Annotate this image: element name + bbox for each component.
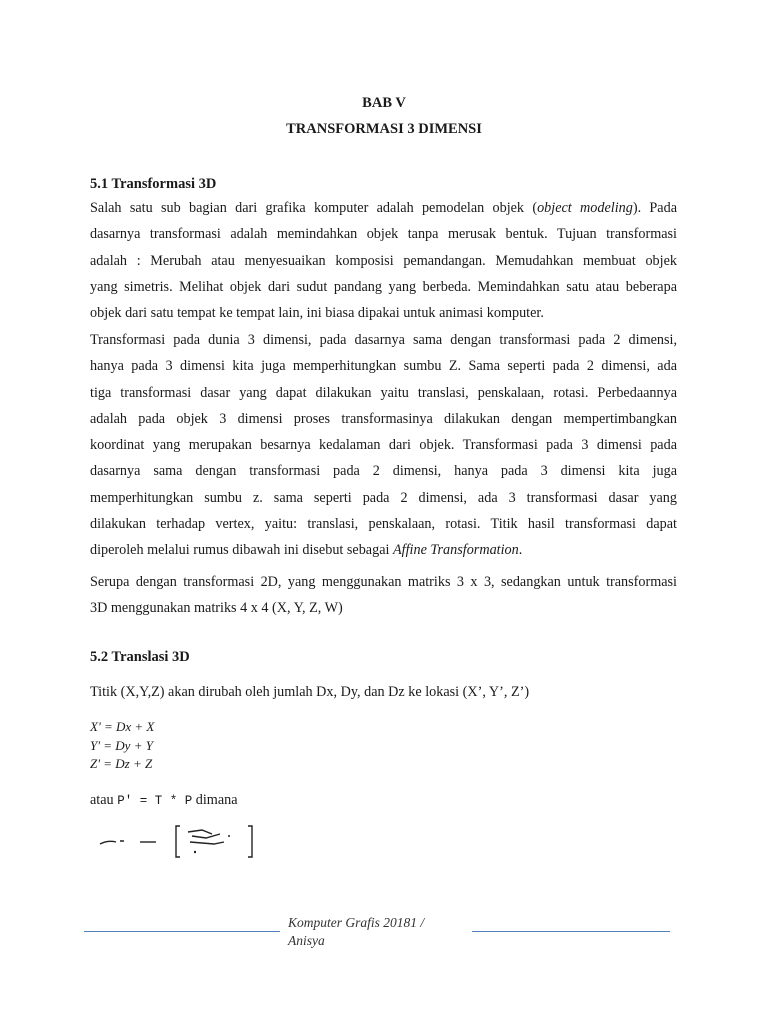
footer-line-1: Komputer Grafis 20181 /: [288, 915, 425, 930]
text-line: dasarnya transformasi adalah memindahkan objek tanpa merusak bentuk. Tujuan transformasi: [90, 226, 677, 243]
text-line: hanya pada 3 dimensi kita juga memperhitungkan sumbu Z. Sama seperti pada 2 dimensi, ada: [90, 358, 677, 375]
paragraph-matriks: [90, 569, 677, 622]
text-line: objek dari satu tempat ke tempat lain, ini biasa dipakai untuk animasi komputer.: [90, 305, 544, 322]
equation-z: Z' = Dz + Z: [90, 756, 153, 771]
footer-rule-right: [472, 931, 670, 932]
text-line: Transformasi pada dunia 3 dimensi, pada dasarnya sama dengan transformasi pada 2 dimensi,: [90, 332, 677, 348]
section-heading-5-2: 5.2 Translasi 3D: [90, 649, 190, 665]
footer-line-2: Anisya: [288, 933, 325, 948]
translation-equations: [90, 718, 154, 774]
formula-prefix: atau: [90, 792, 114, 808]
text-line: Serupa dengan transformasi 2D, yang menggunakan matriks 3 x 3, sedangkan untuk transformasi: [90, 574, 677, 590]
equation-x: X' = Dx + X: [90, 719, 155, 734]
text-line: diperoleh melalui rumus dibawah ini disebut sebagai Affine Transformation.: [90, 542, 523, 559]
page-footer: [288, 914, 424, 950]
footer-rule-left: [84, 931, 280, 932]
text-line: tiga transformasi dasar yang dapat dilakukan yaitu translasi, penskalaan, rotasi. Perbedaannya: [90, 384, 677, 401]
text-line: 3D menggunakan matriks 4 x 4 (X, Y, Z, W): [90, 600, 343, 617]
translation-intro: Titik (X,Y,Z) akan dirubah oleh jumlah Dx, Dy, dan Dz ke lokasi (X’, Y’, Z’): [90, 684, 530, 700]
equation-y: Y' = Dy + Y: [90, 737, 153, 753]
formula-code: P' = T * P: [117, 794, 193, 808]
text-line: Salah satu sub bagian dari grafika komputer adalah pemodelan objek (object modeling). Pada: [90, 200, 677, 216]
paragraph-intro: [90, 195, 677, 326]
text-line: dilakukan terhadap vertex, yaitu: translasi, penskalaan, rotasi. Titik hasil transformasi dapat: [90, 516, 677, 533]
text-line: dasarnya sama dengan transformasi pada 2 dimensi, hanya pada 3 dimensi kita juga: [90, 463, 677, 480]
formula-suffix: dimana: [195, 792, 238, 808]
paragraph-transformasi: [90, 327, 677, 564]
chapter-topic: TRANSFORMASI 3 DIMENSI: [286, 121, 482, 137]
matrix-formula-figure: [96, 822, 260, 862]
text-line: memperhitungkan sumbu z. sama seperti pada 2 dimensi, ada 3 transformasi dasar yang: [90, 489, 677, 506]
text-line: adalah : Merubah atau menyesuaikan komposisi pemandangan. Memudahkan membuat objek: [90, 252, 677, 269]
formula-line: [90, 792, 238, 809]
section-heading-5-1: 5.1 Transformasi 3D: [90, 176, 217, 192]
text-line: koordinat yang merupakan besarnya kedalaman dari objek. Transformasi pada 3 dimensi pada: [90, 437, 677, 454]
text-line: yang simetris. Melihat objek dari sudut pandang yang berbeda. Memindahkan satu atau beberapa: [90, 278, 677, 295]
text-line: adalah pada objek 3 dimensi proses transformasinya dilakukan dengan mempertimbangkan: [90, 410, 677, 427]
chapter-title: BAB V: [362, 95, 406, 111]
